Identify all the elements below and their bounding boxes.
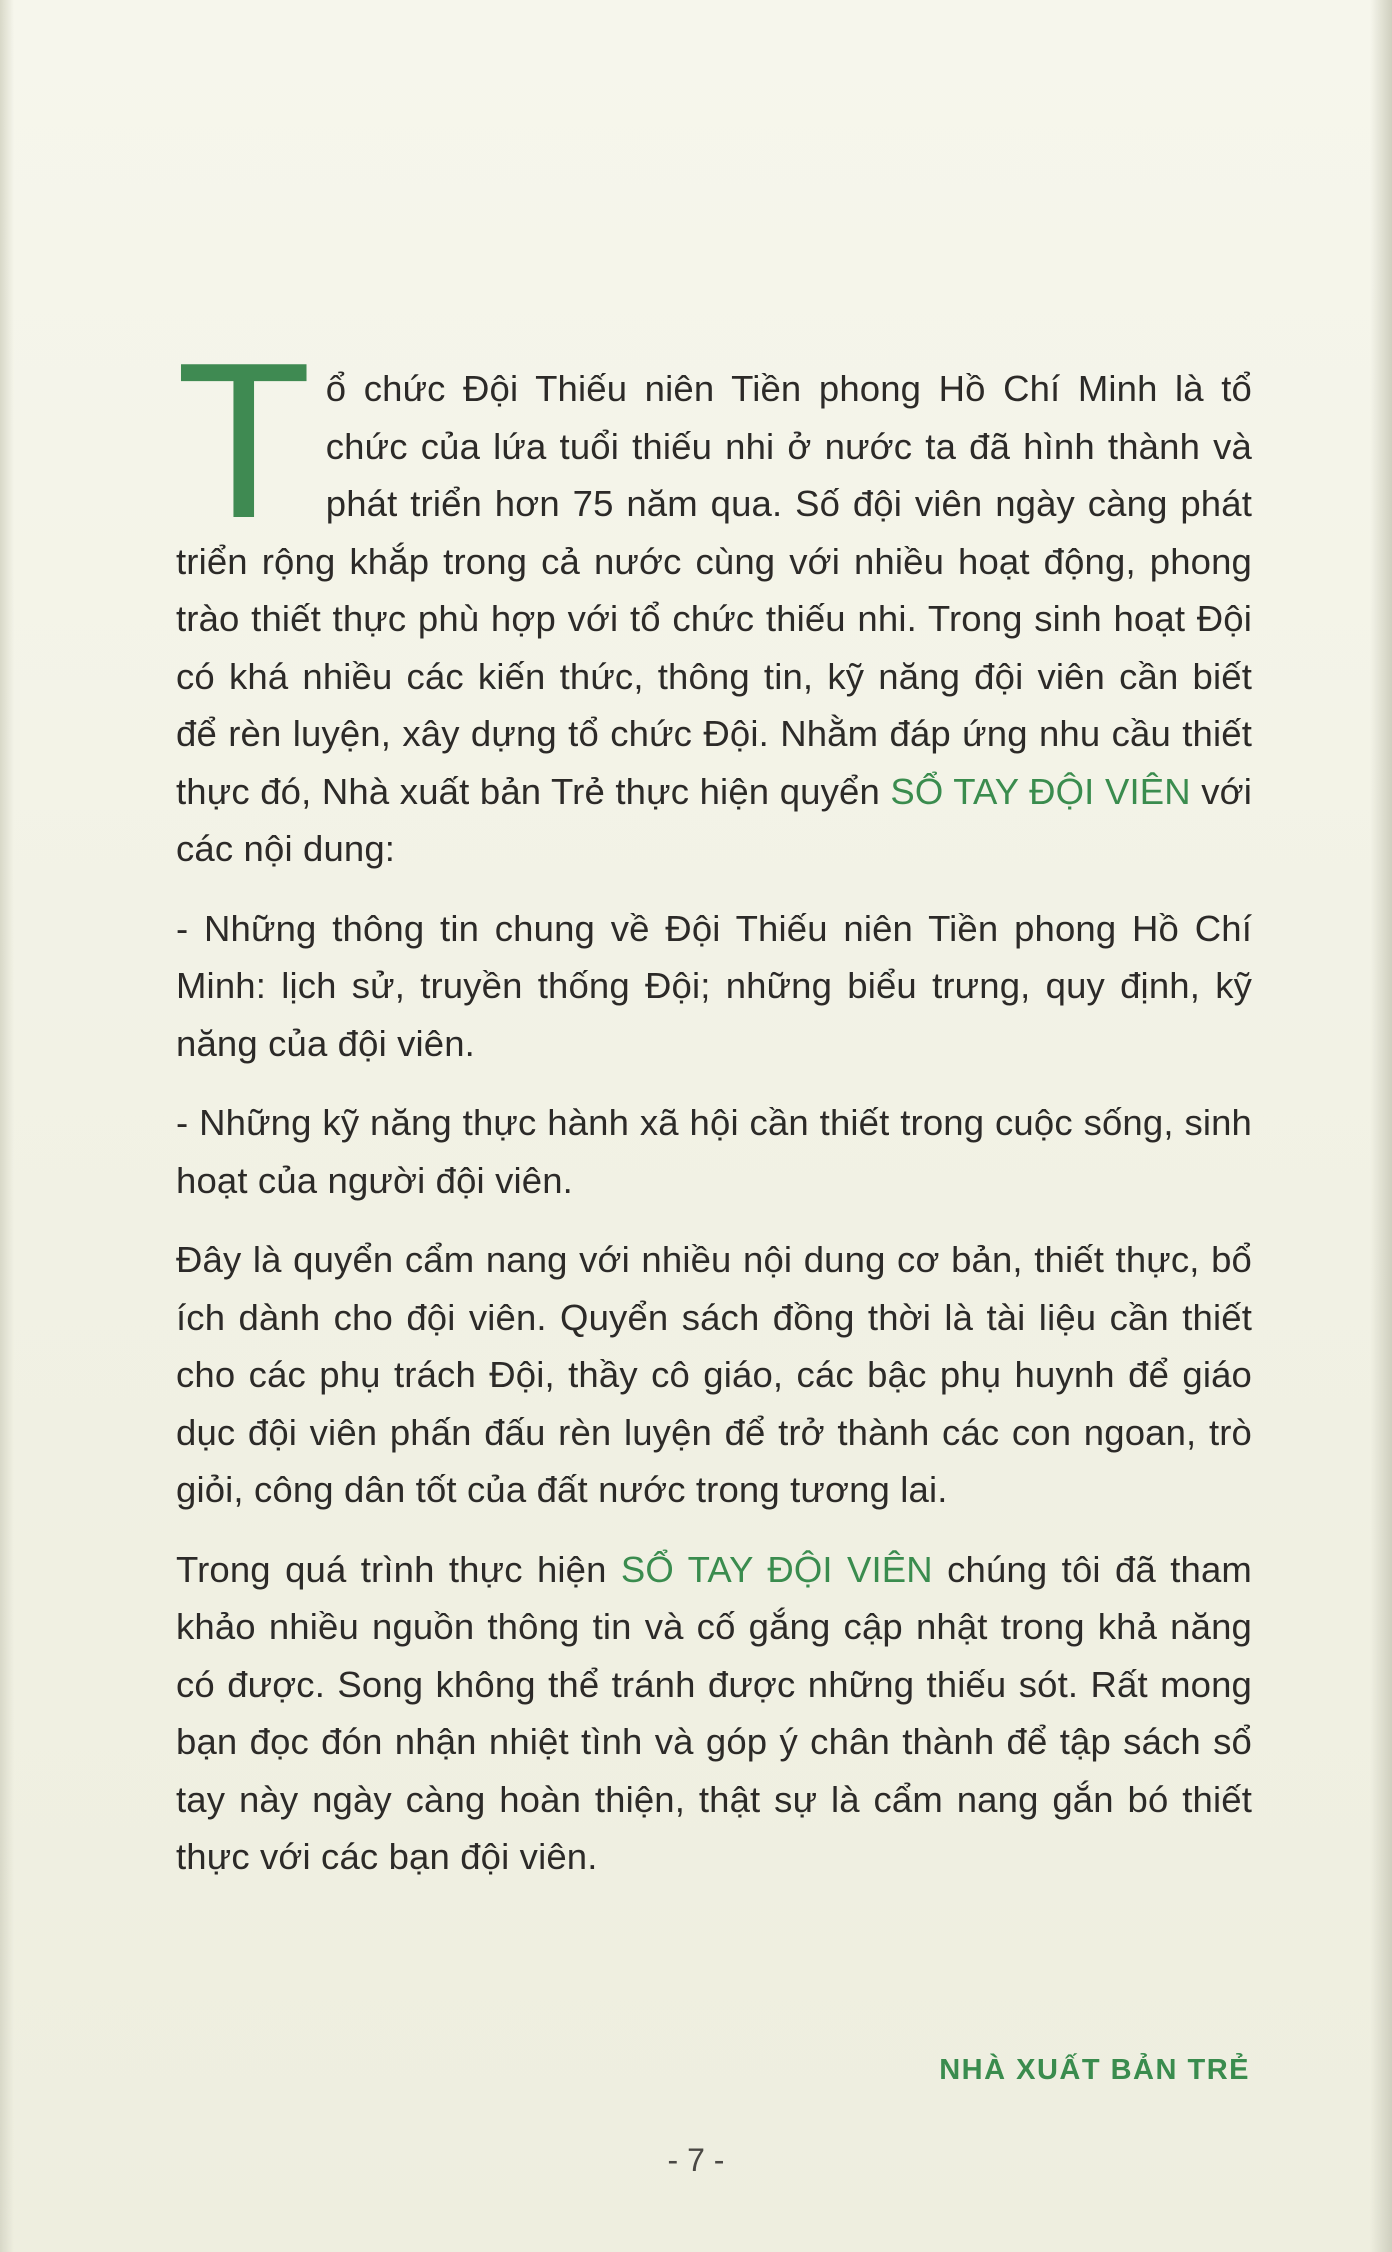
publisher-signature: NHÀ XUẤT BẢN TRẺ bbox=[939, 2054, 1250, 2086]
handbook-paragraph: Đây là quyển cẩm nang với nhiều nội dung cơ bản, thiết thực, bổ ích dành cho đội viên. Quyển sách đồng thời là tài liệu cần thiết cho các phụ trách Đội, thầy cô giáo, các bậc phụ huynh để giáo dục đội viên phấn đấu rèn luyện để trở thành các con ngoan, trò giỏi, công dân tốt của đất nước trong tương lai. bbox=[176, 1239, 1252, 1510]
preface-body bbox=[176, 317, 1252, 1908]
page-edge-shadow-right bbox=[1370, 0, 1392, 2252]
intro-text: ổ chức Đội Thiếu niên Tiền phong Hồ Chí Minh là tổ chức của lứa tuổi thiếu nhi ở nước ta đã hình thành và phát triển hơn 75 năm qua. Số đội viên ngày càng phát triển rộng khắp trong cả nước cùng với nhiều hoạt động, phong trào thiết thực phù hợp với tổ chức thiếu nhi. Trong sinh hoạt Đội có khá nhiều các kiến thức, thông tin, kỹ năng đội viên cần biết để rèn luyện, xây dựng tổ chức Đội. Nhằm đáp ứng nhu cầu thiết thực đó, Nhà xuất bản Trẻ thực hiện quyển bbox=[176, 368, 1252, 812]
intro-paragraph bbox=[176, 317, 1252, 878]
closing-text-end: chúng tôi đã tham khảo nhiều nguồn thông tin và cố gắng cập nhật trong khả năng có được. Song không thể tránh được những thiếu sót. Rất mong bạn đọc đón nhận nhiệt tình và góp ý chân thành để tập sách sổ tay này ngày càng hoàn thiện, thật sự là cẩm nang gắn bó thiết thực với các bạn đội viên. bbox=[176, 1548, 1252, 1877]
drop-cap-letter: T bbox=[176, 317, 312, 565]
closing-paragraph bbox=[176, 1541, 1252, 1886]
intro-text-end: với các nội dung: bbox=[176, 770, 1252, 869]
closing-text: Trong quá trình thực hiện bbox=[176, 1548, 621, 1590]
bullet-item: - Những thông tin chung về Đội Thiếu niên Tiền phong Hồ Chí Minh: lịch sử, truyền thống Đội; những biểu trưng, quy định, kỹ năng của đội viên. bbox=[176, 907, 1252, 1064]
book-title-highlight: SỔ TAY ĐỘI VIÊN bbox=[620, 1548, 933, 1590]
page-number: - 7 - bbox=[667, 2142, 725, 2178]
page-edge-shadow-left bbox=[0, 0, 14, 2252]
book-title-highlight: SỔ TAY ĐỘI VIÊN bbox=[890, 770, 1191, 812]
bullet-item: - Những kỹ năng thực hành xã hội cần thiết trong cuộc sống, sinh hoạt của người đội viên. bbox=[176, 1102, 1252, 1201]
